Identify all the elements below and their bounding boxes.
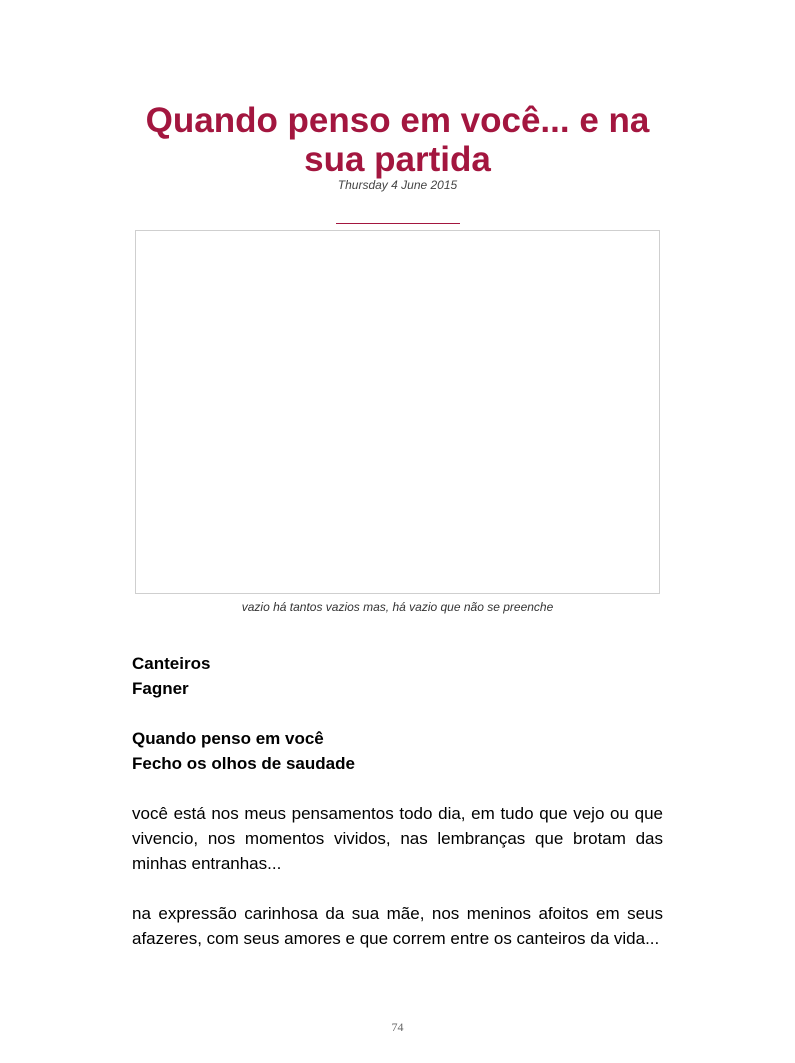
verse-line-1: Quando penso em você	[132, 729, 324, 748]
post-image	[135, 230, 660, 594]
post-title: Quando penso em você... e na sua partida	[145, 101, 650, 179]
title-divider	[336, 223, 460, 224]
song-title: Canteiros	[132, 654, 211, 673]
paragraph-2: na expressão carinhosa da sua mãe, nos meninos afoitos em seus afazeres, com seus amores e que correm entre os canteiros da vida...	[132, 904, 663, 948]
page-number: 74	[391, 1020, 404, 1034]
post-content	[132, 651, 663, 976]
paragraph-1: você está nos meus pensamentos todo dia, em tudo que vejo ou que vivencio, nos momentos vividos, nas lembranças que brotam das minhas entranhas...	[132, 804, 663, 873]
song-verse	[132, 726, 663, 776]
song-credit	[132, 651, 663, 701]
image-caption: vazio há tantos vazios mas, há vazio que não se preenche	[241, 600, 554, 614]
post-date: Thursday 4 June 2015	[337, 178, 458, 192]
verse-line-2: Fecho os olhos de saudade	[132, 754, 355, 773]
song-artist: Fagner	[132, 679, 189, 698]
